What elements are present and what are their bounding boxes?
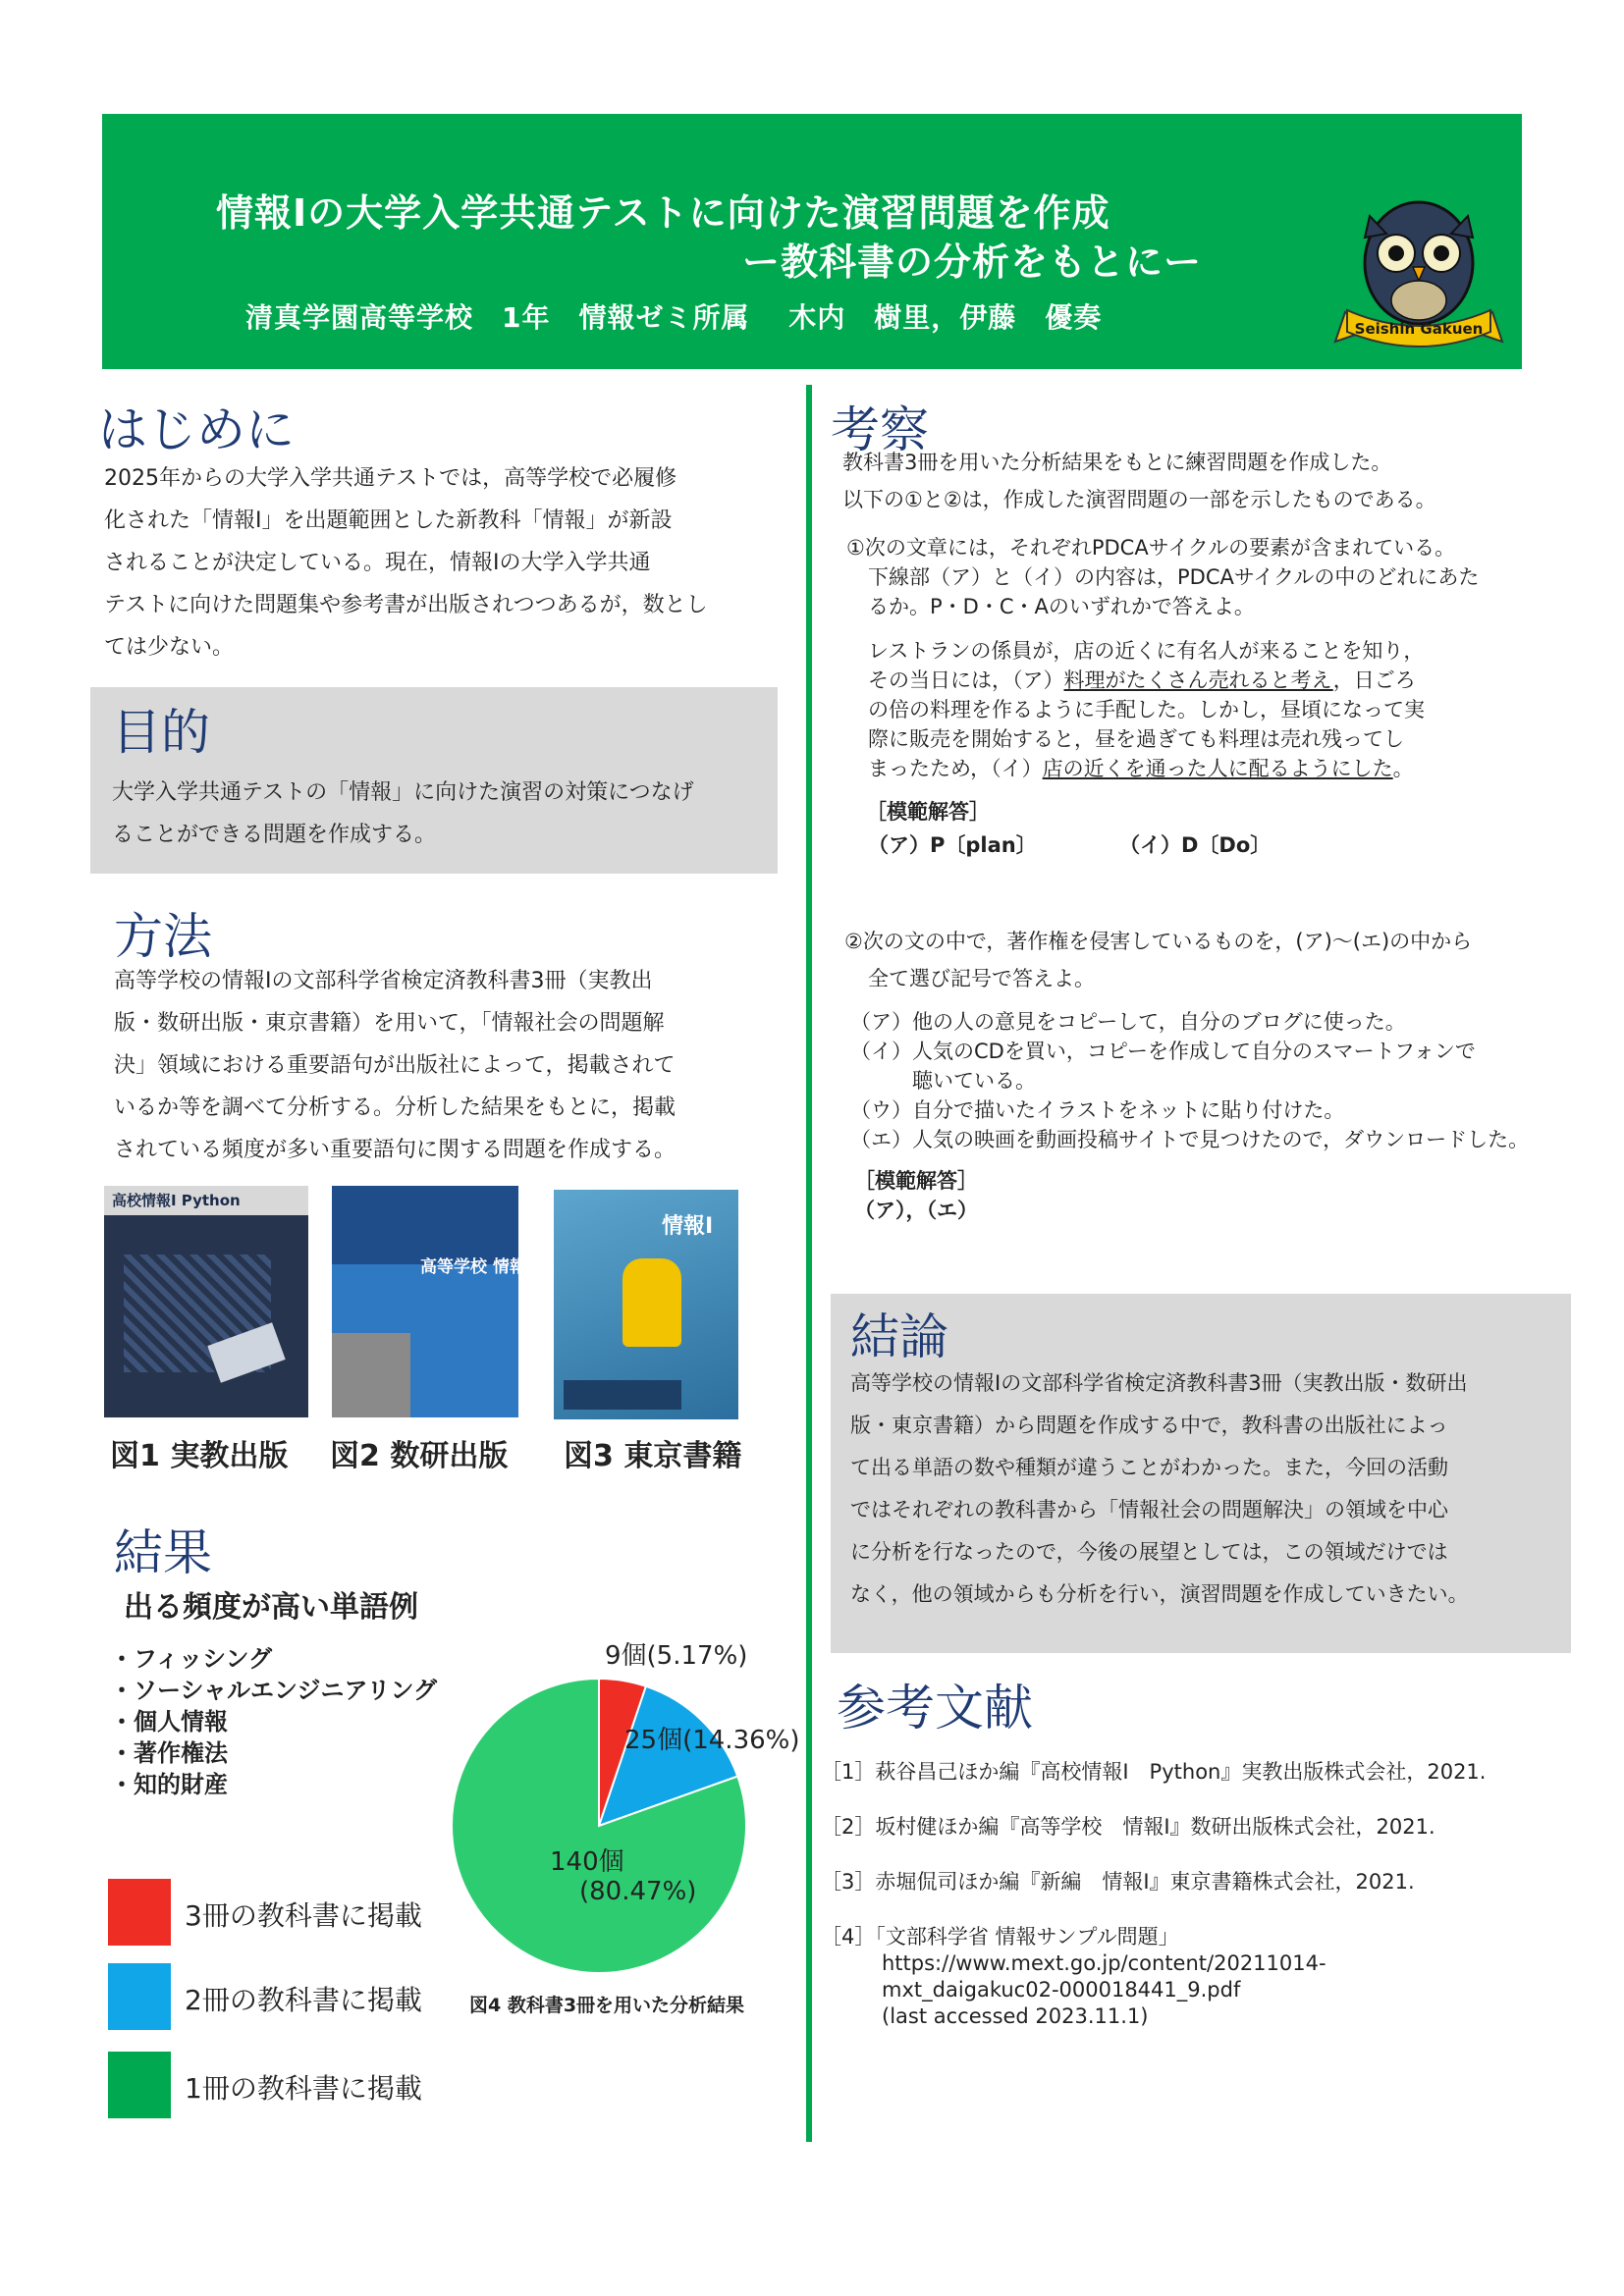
- reference-4-url[interactable]: https://www.mext.go.jp/content/20211014-: [882, 1951, 1326, 1975]
- method-body: 高等学校の情報Ⅰの文部科学省検定済教科書3冊（実教出 版・数研出版・東京書籍）を用いて，「情報社会の問題解 決」領域における重要語句が出版社によって，掲載されて いるか等を調べて分析する。分析した結果をもとに，掲載 されている頻度が多い重要語句に関する問題を作成する。: [114, 969, 677, 1162]
- reference-4: ［4］「文部科学省 情報サンプル問題」 https://www.mext.go.jp/content/20211014- mxt_daigakuc02-000018441_9.pdf (last accessed 2023.11.1): [821, 1925, 1326, 2028]
- legend-label-2books: 2冊の教科書に掲載: [185, 1984, 422, 2016]
- results-subheading: 出る頻度が高い単語例: [124, 1590, 418, 1625]
- discussion-intro-1: 教科書3冊を用いた分析結果をもとに練習問題を作成した。: [842, 451, 1392, 474]
- column-divider: [806, 385, 812, 2142]
- pie-label-2books: 25個(14.36%): [624, 1726, 800, 1755]
- legend-label-3books: 3冊の教科書に掲載: [185, 1899, 422, 1932]
- list-item: ・個人情報: [110, 1708, 228, 1735]
- reference-3: ［3］赤堀侃司ほか編『新編 情報Ⅰ』東京書籍株式会社，2021.: [821, 1870, 1415, 1894]
- conclusion-heading: 結論: [850, 1308, 948, 1365]
- header-banner: [102, 114, 1522, 369]
- discussion-heading: 考察: [831, 401, 929, 458]
- poster-subtitle: ー教科書の分析をもとにー: [742, 240, 1203, 284]
- q2-answer: （ア），（エ）: [854, 1199, 978, 1222]
- list-item: （ウ）自分で描いたイラストをネットに貼り付けた。: [850, 1098, 1345, 1122]
- school-logo-icon: [1326, 194, 1512, 361]
- list-item: ・著作権法: [110, 1739, 228, 1767]
- q1-answer-label: ［模範解答］: [866, 800, 990, 824]
- conclusion-body: 高等学校の情報Ⅰの文部科学省検定済教科書3冊（実教出版・数研出 版・東京書籍）から問題を作成する中で，教科書の出版社によっ て出る単語の数や種類が違うことがわかった。また，今回の活動 ではそれぞれの教科書から「情報社会の問題解決」の領域を中心 に分析を行なったので，今後の展望としては，この領域だけでは なく，他の領域からも分析を行い，演習問題を作成していきたい。: [850, 1371, 1469, 1606]
- list-item: ・知的財産: [110, 1771, 228, 1798]
- figure-caption-2: 図2 数研出版: [330, 1439, 509, 1473]
- figure-caption-1: 図1 実教出版: [110, 1439, 289, 1473]
- intro-heading: はじめに: [98, 401, 295, 458]
- references-heading: 参考文献: [837, 1680, 1033, 1736]
- purpose-box: [90, 687, 778, 874]
- question-2-line1: ②次の文の中で，著作権を侵害しているものを，(ア)～(エ)の中から: [844, 930, 1473, 953]
- pie-label-1book-pct: (80.47%): [579, 1877, 697, 1906]
- question-1: ①次の文章には，それぞれPDCAサイクルの要素が含まれている。 下線部（ア）と（イ）の内容は，PDCAサイクルの中のどれにあた るか。P・D・C・Aのいずれかで答えよ。: [846, 536, 1480, 618]
- book-cover-tokyo: 情報Ⅰ: [554, 1190, 738, 1419]
- legend-swatch-3books: [108, 1879, 171, 1946]
- purpose-body: 大学入学共通テストの「情報」に向けた演習の対策につなげ ることができる問題を作成する。: [112, 780, 694, 847]
- q2-answer-label: ［模範解答］: [854, 1169, 978, 1193]
- chart-caption: 図4 教科書3冊を用いた分析結果: [469, 1995, 745, 2016]
- frequent-word-list: [110, 1643, 437, 1800]
- list-item: （エ）人気の映画を動画投稿サイトで見つけたので，ダウンロードした。: [850, 1128, 1530, 1151]
- reference-1: ［1］萩谷昌己ほか編『高校情報Ⅰ Python』実教出版株式会社，2021.: [821, 1760, 1487, 1784]
- question-2-line2: 全て選び記号で答えよ。: [868, 967, 1095, 990]
- list-item: ・フィッシング: [110, 1645, 272, 1673]
- intro-body: 2025年からの大学入学共通テストでは，高等学校で必履修 化された「情報Ⅰ」を出題範囲とした新教科「情報」が新設 されることが決定している。現在，情報Ⅰの大学入学共通 テストに向けた問題集や参考書が出版されつつあるが，数とし ては少ない。: [104, 466, 708, 660]
- results-heading: 結果: [114, 1524, 212, 1581]
- svg-text:Seishin Gakuen: Seishin Gakuen: [1354, 320, 1484, 338]
- legend-label-1book: 1冊の教科書に掲載: [185, 2072, 422, 2105]
- legend-swatch-1book: [108, 2052, 171, 2118]
- conclusion-box: [831, 1294, 1571, 1653]
- q1-answer-a: （ア）P〔plan〕: [868, 833, 1037, 857]
- list-item: ・ソーシャルエンジニアリング: [110, 1677, 437, 1704]
- method-heading: 方法: [114, 908, 212, 965]
- book-cover-jikkyo: 高校情報Ⅰ Python: [104, 1186, 308, 1417]
- pie-label-1book: 140個: [550, 1847, 624, 1877]
- discussion-intro-2: 以下の①と②は，作成した演習問題の一部を示したものである。: [842, 488, 1436, 511]
- underline-b: 店の近くを通った人に配るようにした: [1042, 757, 1393, 780]
- pie-label-3books: 9個(5.17%): [605, 1641, 748, 1671]
- list-item: 聴いている。: [850, 1069, 1036, 1093]
- pie-chart: [432, 1629, 766, 2002]
- list-item: （イ）人気のCDを買い，コピーを作成して自分のスマートフォンで: [850, 1040, 1476, 1063]
- q1-answer-b: （イ）D〔Do〕: [1119, 833, 1272, 857]
- book-cover-suken: 高等学校 情報Ⅰ: [332, 1186, 518, 1417]
- poster-title: 情報Ⅰの大学入学共通テストに向けた演習問題を作成: [216, 191, 1110, 235]
- figure-caption-3: 図3 東京書籍: [564, 1439, 742, 1473]
- underline-a: 料理がたくさん売れると考え: [1063, 668, 1333, 692]
- question-2-options: [850, 1007, 1529, 1154]
- question-1-passage: レストランの係員が，店の近くに有名人が来ることを知り， その当日には，（ア）料理がたくさん売れると考え，日ごろ の倍の料理を作るように手配した。しかし，昼頃になって実 際に販売を開始すると，昼を過ぎても料理は売れ残ってし まったため，（イ）店の近くを通った人に配るようにした。: [868, 639, 1425, 780]
- authors: 清真学園高等学校 1年 情報ゼミ所属 木内 樹里，伊藤 優奏: [245, 301, 1103, 334]
- list-item: （ア）他の人の意見をコピーして，自分のブログに使った。: [850, 1010, 1406, 1034]
- purpose-heading: 目的: [112, 704, 210, 761]
- legend-swatch-2books: [108, 1963, 171, 2030]
- reference-2: ［2］坂村健ほか編『高等学校 情報Ⅰ』数研出版株式会社，2021.: [821, 1815, 1435, 1839]
